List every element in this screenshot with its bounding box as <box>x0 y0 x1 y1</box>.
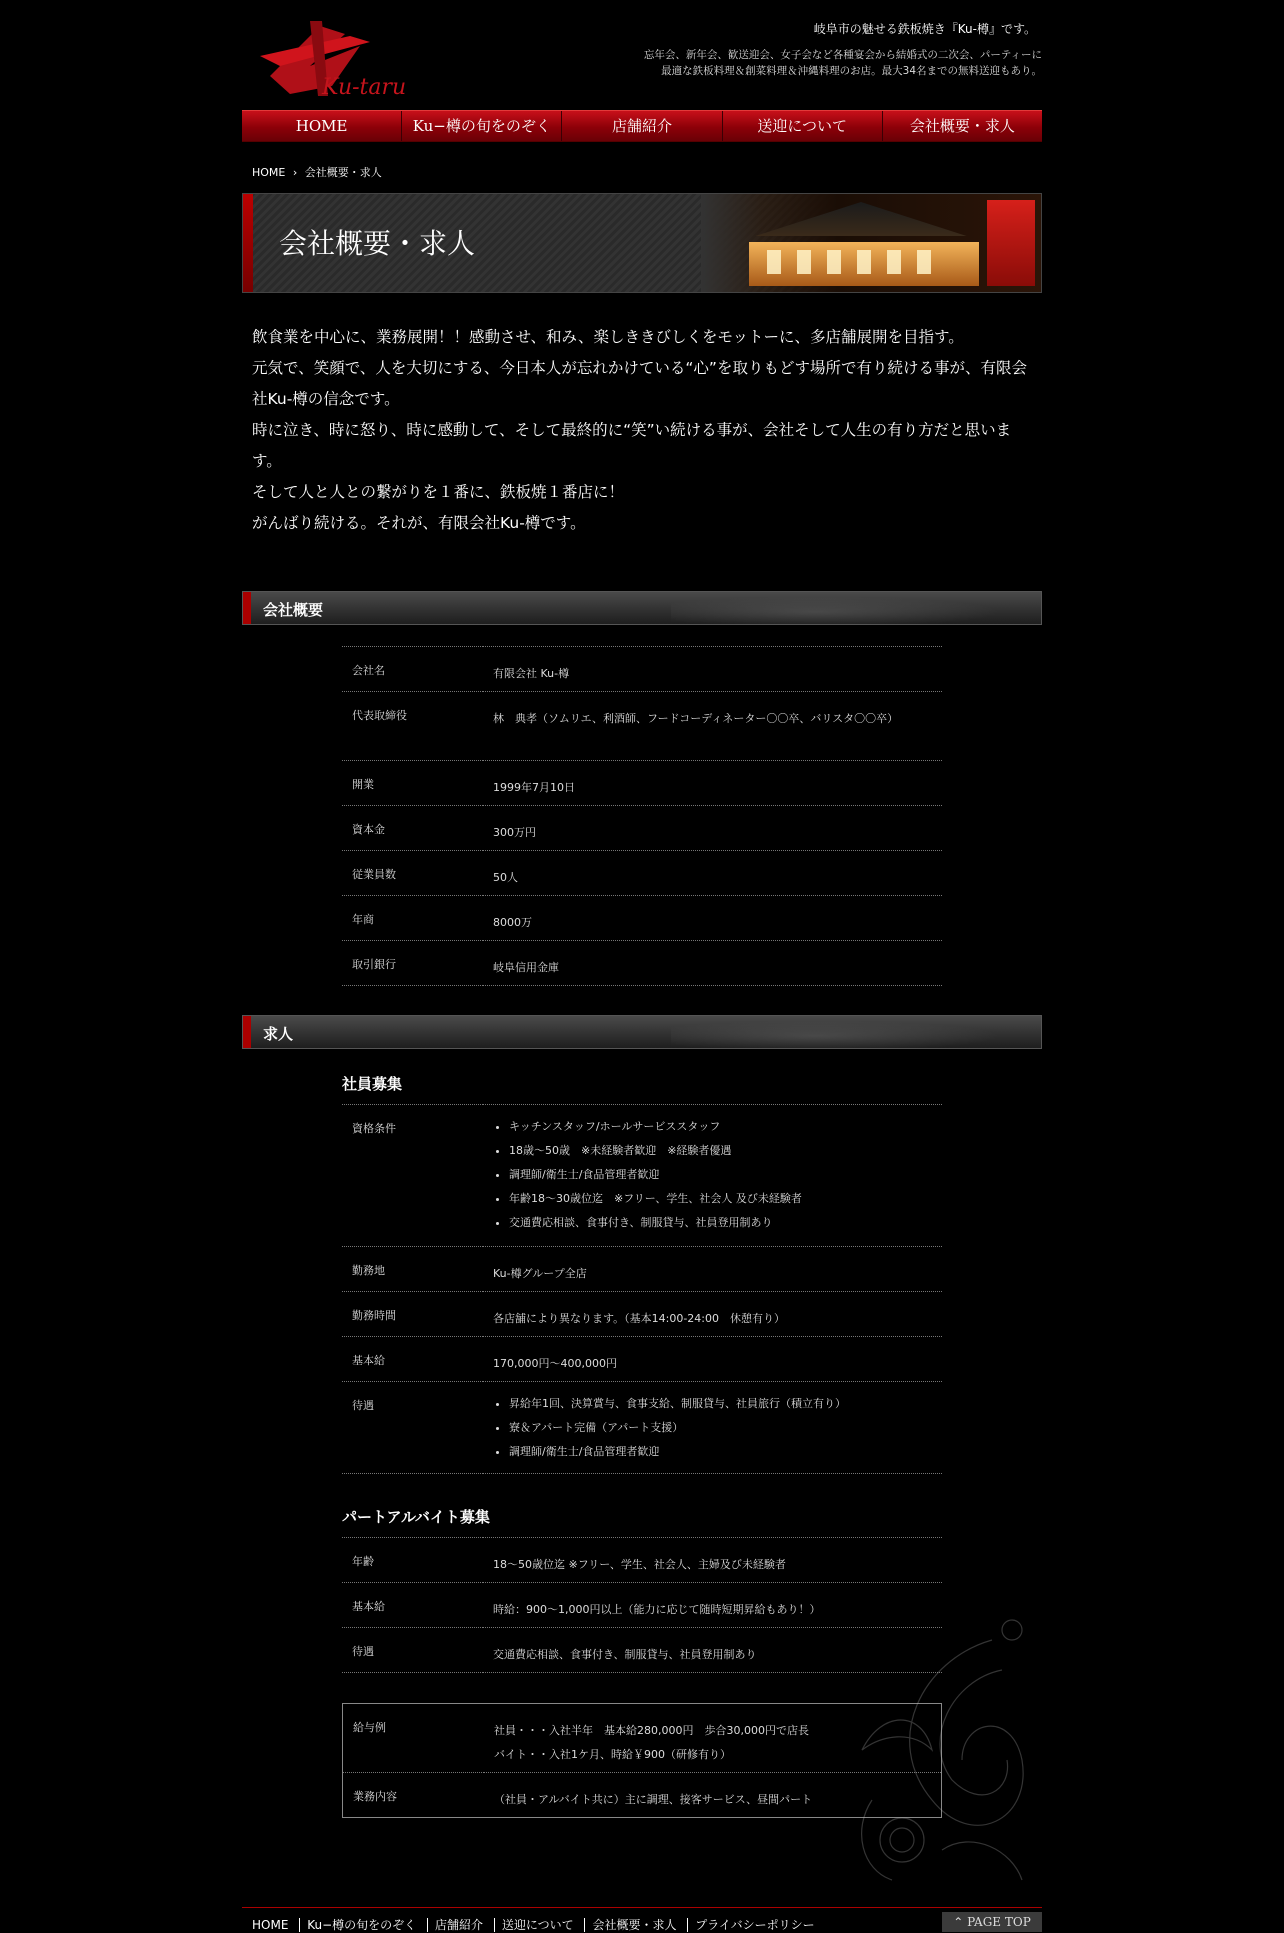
section-header-recruit: 求人 <box>242 1015 1042 1049</box>
storefront-photo <box>701 194 1041 292</box>
global-nav <box>242 110 1042 142</box>
footer-link-company[interactable]: 会社概要・求人 <box>584 1918 683 1932</box>
tagline: 岐阜市の魅せる鉄板焼き『Ku-樽』です。 <box>813 22 1036 36</box>
breadcrumb-home[interactable]: HOME <box>252 166 286 179</box>
red-banner-sign <box>987 200 1035 286</box>
swirl-decoration <box>671 1018 1031 1048</box>
swirl-decoration <box>671 594 1031 624</box>
table-row: 待遇 • 昇給年1回、決算賞与、食事支給、制服貸与、社員旅行（積立有り） • 寮＆アパート完備（アパート支援） • 調理師/衛生士/食品管理者歓迎 <box>342 1382 942 1474</box>
nav-home[interactable]: HOME <box>242 111 402 141</box>
footer-link-seasonal[interactable]: Ku−樽の旬をのぞく <box>299 1918 423 1932</box>
nav-stores[interactable]: 店舗紹介 <box>562 111 722 141</box>
table-row: 開業 1999年7月10日 <box>342 761 942 806</box>
footer-divider <box>242 1907 1042 1908</box>
table-row: 給与例 社員・・・入社半年 基本給280,000円 歩合30,000円で店長 バイト・・入社1ケ月、時給￥900（研修有り） <box>343 1704 942 1773</box>
staff-heading: 社員募集 <box>342 1075 403 1093</box>
chevron-right-icon: › <box>292 166 298 179</box>
footer-link-shuttle[interactable]: 送迎について <box>494 1918 581 1932</box>
ku-taru-logo[interactable] <box>250 16 420 102</box>
page-title: 会社概要・求人 <box>279 227 476 260</box>
table-row: 年齢 18〜50歳位迄 ※フリー、学生、社会人、主婦及び未経験者 <box>342 1538 942 1583</box>
staff-table <box>342 1104 942 1474</box>
footer-link-privacy[interactable]: プライバシーポリシー <box>687 1918 821 1932</box>
svg-text:Ku-taru: Ku-taru <box>322 75 407 100</box>
paisley-decoration <box>842 1600 1042 1890</box>
breadcrumb-current: 会社概要・求人 <box>304 166 382 179</box>
qualification-list: • キッチンスタッフ/ホールサービススタッフ • 18歳〜50歳 ※未経験者歓迎 ※経験者優遇 • 調理師/衛生士/食品管理者歓迎 • 年齢18〜30歳位迄 ※フリー、学生、社会人 及び未経験者 • 交通費応相談、食事付き、制服貸与、社員登用制あり <box>493 1115 932 1235</box>
table-row: 資本金 300万円 <box>342 806 942 851</box>
footer-link-stores[interactable]: 店舗紹介 <box>427 1918 490 1932</box>
nav-seasonal[interactable]: Ku−樽の旬をのぞく <box>402 111 562 141</box>
table-row: 年商 8000万 <box>342 896 942 941</box>
table-row: 従業員数 50人 <box>342 851 942 896</box>
table-row: 資格条件 • キッチンスタッフ/ホールサービススタッフ • 18歳〜50歳 ※未経験者歓迎 ※経験者優遇 • 調理師/衛生士/食品管理者歓迎 • 年齢18〜30歳位迄 ※フリー、学生、社会人 及び未経験者 • 交通費応相談、食事付き、制服貸与、社員登用制あり <box>342 1105 942 1247</box>
intro-text: 飲食業を中心に、業務展開！！感動させ、和み、楽しききびしくをモットーに、多店舗展開を目指す。 元気で、笑顔で、人を大切にする、今日本人が忘れかけている“心”を取りもどす場所で有り続ける事が、有限会社Ku-樽の信念です。 時に泣き、時に怒り、時に感動して、そして最終的に“笑”い続ける事が、会社そして人生の有り方だと思います。 そして人と人との繋がりを１番に、鉄板焼１番店に！ がんばり続ける。それが、有限会社Ku-樽です。 <box>252 328 1027 532</box>
benefit-list: • 昇給年1回、決算賞与、食事支給、制服貸与、社員旅行（積立有り） • 寮＆アパート完備（アパート支援） • 調理師/衛生士/食品管理者歓迎 <box>493 1392 932 1464</box>
part-time-heading: パートアルバイト募集 <box>342 1508 490 1526</box>
header-description: 忘年会、新年会、歓送迎会、女子会など各種宴会から結婚式の二次会、パーティーに 最適な鉄板料理＆創菜料理＆沖縄料理のお店。最大34名までの無料送迎もあり。 <box>643 49 1042 77</box>
chevron-up-icon: ⌃ <box>953 1915 964 1929</box>
page-title-banner <box>242 193 1042 293</box>
table-row: 勤務時間 各店舗により異なります。（基本14:00-24:00 休憩有り） <box>342 1292 942 1337</box>
table-row: 代表取締役 林 典孝（ソムリエ、利酒師、フードコーディネーター〇〇卒、バリスタ〇〇卒） <box>342 692 942 761</box>
footer-nav <box>252 1916 822 1933</box>
table-row: 待遇 交通費応相談、食事付き、制服貸与、社員登用制あり <box>342 1628 942 1673</box>
accent-bar <box>243 194 253 292</box>
breadcrumb <box>252 164 386 180</box>
nav-shuttle[interactable]: 送迎について <box>723 111 883 141</box>
table-row: 基本給 時給：900〜1,000円以上（能力に応じて随時短期昇給もあり！） <box>342 1583 942 1628</box>
section-header-company: 会社概要 <box>242 591 1042 625</box>
page-top-button[interactable]: ⌃ PAGE TOP <box>942 1912 1042 1932</box>
table-row: 取引銀行 岐阜信用金庫 <box>342 941 942 986</box>
footer-link-home[interactable]: HOME <box>252 1918 289 1932</box>
table-row: 業務内容 （社員・アルバイト共に）主に調理、接客サービス、昼間パート <box>343 1773 942 1818</box>
table-row: 勤務地 Ku-樽グループ全店 <box>342 1247 942 1292</box>
company-table <box>342 646 942 986</box>
table-row: 基本給 170,000円〜400,000円 <box>342 1337 942 1382</box>
table-row: 会社名 有限会社 Ku-樽 <box>342 647 942 692</box>
nav-company[interactable]: 会社概要・求人 <box>909 117 1015 135</box>
